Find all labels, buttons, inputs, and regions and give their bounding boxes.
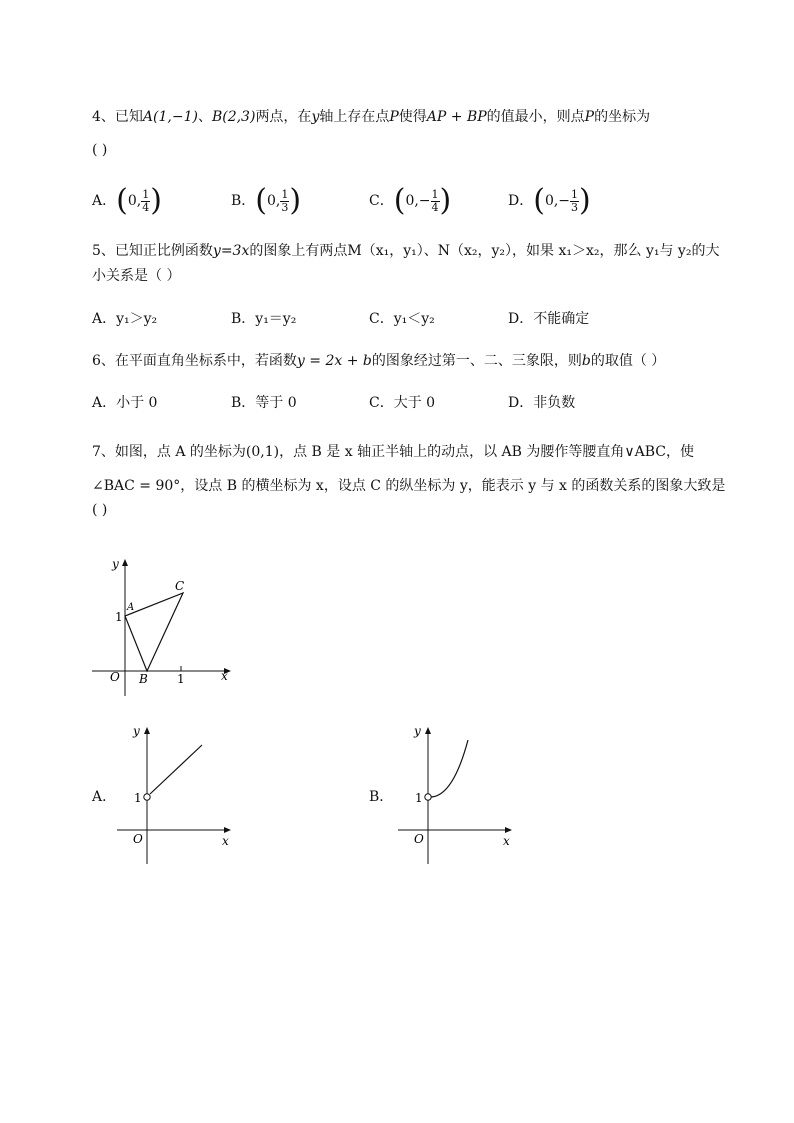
q4-text: 使得 — [398, 109, 427, 125]
option-prefix: 0, — [267, 193, 281, 209]
tick-label-1: 1 — [415, 791, 423, 805]
q7-option-b-graph[interactable] — [393, 718, 521, 868]
axis-label-y: y — [112, 557, 119, 571]
q4-point-a: A(1,−1) — [142, 109, 198, 125]
q5-stem-line2: 小关系是（ ） — [92, 268, 181, 284]
q7-option-b-letter[interactable]: B． — [369, 789, 394, 805]
q5-func: y=3x — [212, 243, 250, 259]
tick-label-x-1: 1 — [177, 672, 185, 686]
point-label-c: C — [175, 579, 185, 593]
q7-option-a-letter[interactable]: A． — [92, 789, 117, 805]
q4-point-b: B(2,3) — [211, 109, 256, 125]
option-den: 3 — [281, 200, 289, 214]
option-num: 1 — [571, 187, 579, 201]
q5-option-d[interactable]: D．不能确定 — [508, 311, 590, 327]
q7-option-a-graph[interactable] — [112, 718, 240, 868]
q7-stem-line1: 7、如图，点 A 的坐标为(0,1)，点 B 是 x 轴正半轴上的动点，以 AB 为腰作等腰直角∨ABC，使 — [92, 444, 695, 460]
option-prefix: 0,− — [544, 193, 571, 209]
option-letter: B． — [231, 193, 256, 209]
q5-text: ，如果 x₁＞x₂，那么 y₁与 y₂的大 — [512, 243, 720, 259]
q6-stem — [92, 351, 665, 371]
q4-text: 的值最小，则点 — [486, 109, 585, 125]
q4-option-c[interactable]: C．(0,− $\frac{1}{4}$ ) — [369, 183, 452, 218]
q6-option-c[interactable]: C．大于 0 — [369, 395, 436, 411]
q4-stem — [92, 107, 650, 127]
axis-label-x: x — [503, 834, 510, 848]
q6-text: 6、在平面直角坐标系中，若函数 — [92, 353, 297, 369]
option-den: 4 — [431, 200, 439, 214]
q4-text: 的坐标为 — [594, 109, 651, 125]
q6-bvar: b — [581, 353, 591, 369]
q4-answer-blank: ( ) — [92, 142, 108, 158]
q6-option-d[interactable]: D．非负数 — [508, 395, 576, 411]
option-prefix: 0,− — [405, 193, 431, 209]
q7-answer-blank: ( ) — [92, 502, 108, 518]
option-num: 1 — [431, 187, 439, 201]
origin-label: O — [110, 670, 120, 684]
q4-sep: 、 — [197, 109, 212, 125]
q6-text: 的取值（ ） — [590, 353, 666, 369]
q5-point-n: N（x₂，y₂） — [437, 243, 513, 259]
graph-line — [150, 745, 202, 794]
axis-label-y: y — [133, 724, 140, 738]
option-letter: C． — [369, 193, 394, 209]
q5-text: 5、已知正比例函数 — [92, 243, 213, 259]
open-point — [144, 794, 150, 800]
point-label-a: A — [127, 602, 135, 613]
q4-text: 两点，在 — [255, 109, 312, 125]
q6-text: 的图象经过第一、二、三象限，则 — [371, 353, 582, 369]
option-letter: A． — [92, 193, 117, 209]
q5-sep: 、 — [423, 243, 438, 259]
q5-stem-line1 — [92, 241, 719, 261]
q4-expr: AP + BP — [426, 109, 487, 125]
axis-label-y: y — [414, 724, 421, 738]
tick-label-1: 1 — [134, 791, 142, 805]
q5-text: 的图象上有两点 — [249, 243, 348, 259]
graph-curve — [431, 740, 468, 797]
q7-stem-line2: ∠BAC = 90°，设点 B 的横坐标为 x，设点 C 的纵坐标为 y，能表示 y 与 x 的函数关系的图象大致是 — [92, 478, 726, 494]
q4-pvar: P — [389, 109, 399, 125]
q4-pvar: P — [584, 109, 595, 125]
q5-point-m: M（x₁，y₁） — [347, 243, 424, 259]
q5-option-c[interactable]: C．y₁＜y₂ — [369, 311, 435, 327]
option-letter: D． — [508, 193, 534, 209]
q6-option-b[interactable]: B．等于 0 — [231, 395, 297, 411]
q4-text: 轴上存在点 — [319, 109, 390, 125]
point-label-b: B — [139, 672, 148, 686]
option-den: 3 — [571, 200, 579, 214]
option-den: 4 — [142, 200, 150, 214]
q4-option-a[interactable]: A．(0, $\frac{1}{4}$ ) — [92, 183, 162, 218]
q4-option-d[interactable]: D．(0,− $\frac{1}{3}$ ) — [508, 183, 591, 218]
q4-text: 4、已知 — [92, 109, 143, 125]
q6-func: y = 2x + b — [296, 353, 372, 369]
q6-option-a[interactable]: A．小于 0 — [92, 395, 158, 411]
q4-yvar: y — [311, 109, 320, 125]
option-prefix: 0, — [127, 193, 142, 209]
q4-option-b[interactable]: B．(0, $\frac{1}{3}$ ) — [231, 183, 302, 218]
q5-option-a[interactable]: A．y₁＞y₂ — [92, 311, 158, 327]
q7-figure — [90, 550, 240, 700]
q5-option-b[interactable]: B．y₁＝y₂ — [231, 311, 297, 327]
axis-label-x: x — [221, 669, 228, 683]
origin-label: O — [133, 832, 143, 846]
tick-label-y-1: 1 — [115, 610, 123, 624]
option-num: 1 — [142, 187, 150, 201]
axis-label-x: x — [222, 834, 229, 848]
option-num: 1 — [281, 187, 289, 201]
open-point — [425, 794, 431, 800]
origin-label: O — [414, 832, 424, 846]
